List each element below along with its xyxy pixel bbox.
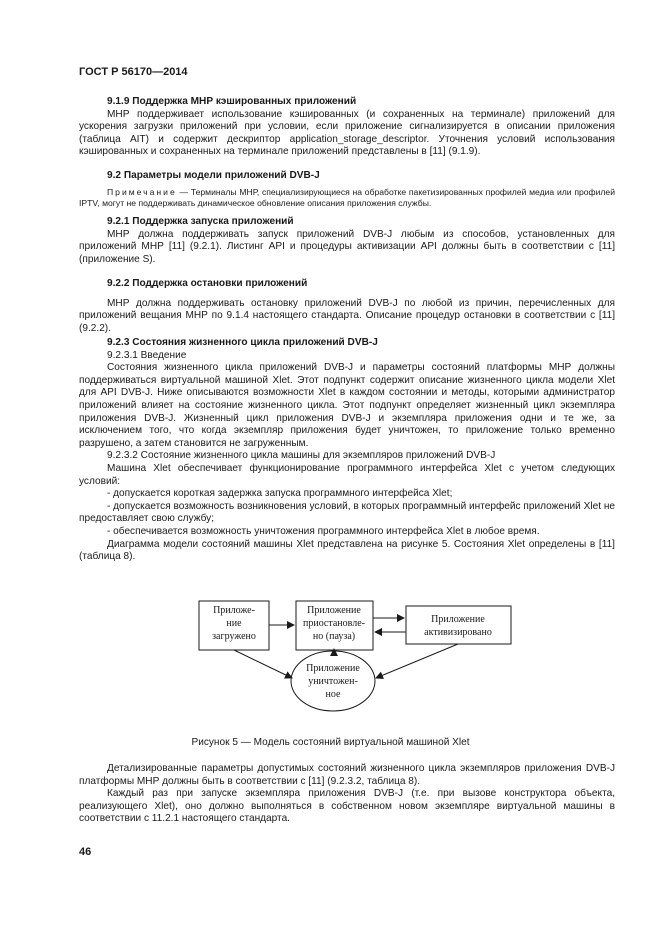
- state-active-label: активизировано: [424, 627, 492, 638]
- list-item: - допускается короткая задержка запуска программного интерфейса Xlet;: [107, 488, 453, 500]
- state-active-label: Приложение: [431, 614, 485, 625]
- subheading-9-2-3-2: 9.2.3.2 Состояние жизненного цикла машины для экземпляров приложений DVB-J: [107, 450, 496, 462]
- paragraph-9-2-2: МНР должна поддерживать остановку приложений DVB-J по любой из причин, перечисленных для приложений вещания МНР по 9.1.4 настоящего стандарта. Описание процедур остановки в соответствии с [11] (9.2.2).: [79, 297, 615, 334]
- state-diagram: [0, 592, 661, 732]
- paragraph-9-1-9: МНР поддерживает использование кэшированных (и сохраненных на терминале) приложений для ускорения загрузки приложений при условии, если приложение сигнализируется в описании приложения (таблица AIT) и содержит дескриптор application_storage_descriptor. Уточнения условий использования кэшированных и сохраненных на терминале приложений представлены в [11] (9.1.9).: [79, 108, 615, 158]
- state-paused-label: приостановле-: [302, 618, 366, 629]
- section-9-2: [79, 170, 615, 209]
- paragraph-9-2-3-1: Состояния жизненного цикла приложений DVB-J и параметры состояний платформы МНР должны поддерживаться виртуальной машиной Xlet. Этот подпункт содержит описание жизненного цикла модели Xlet для API DVB-J. Ниже описываются возможности Xlet в каждом состоянии и методы, которыми администратор приложений влияет на состояние жизненного цикла. Этот подпункт определяет жизненный цикл экземпляра приложения DVB-J. Жизненный цикл приложения DVB-J и экземпляра приложения одни и те же, за исключением того, что когда экземпляр приложения будет уничтожен, то приложение только временно разрушено, а затем становится не загруженным.: [79, 362, 615, 449]
- state-loaded-label: загружено: [212, 631, 256, 642]
- section-9-1-9: [79, 96, 615, 159]
- note-text: — Терминалы МНР, специализирующиеся на обработке пакетизированных профилей медиа или профилей IPTV, могут не поддерживать динамическое обновление описания приложения службы.: [79, 186, 615, 208]
- arrow-loaded-to-destroyed: [234, 650, 292, 678]
- heading-9-1-9: 9.1.9 Поддержка МНР кэшированных приложений: [107, 96, 357, 107]
- state-loaded-label: ние: [226, 618, 242, 629]
- arrow-active-to-destroyed: [376, 644, 458, 678]
- section-9-2-3: [79, 337, 615, 564]
- section-9-2-1: [79, 216, 615, 266]
- paragraph-figure-ref: Диаграмма модели состояний машины Xlet представлена на рисунке 5. Состояния Xlet определены в [11] (таблица 8).: [79, 538, 615, 563]
- note-9-2: [79, 187, 615, 210]
- document-header: ГОСТ Р 56170—2014: [79, 66, 188, 78]
- heading-9-2-3: 9.2.3 Состояния жизненного цикла приложений DVB-J: [107, 337, 378, 348]
- state-paused-label: но (пауза): [312, 631, 356, 642]
- state-paused-label: Приложение: [307, 605, 361, 616]
- paragraph-9-2-1: МНР должна поддерживать запуск приложений DVB-J любым из способов, установленных для приложений МНР [11] (9.2.1). Листинг API и процедуры активизации API должны быть в соответствии с [11] (приложение S).: [79, 228, 615, 265]
- figure-caption: Рисунок 5 — Модель состояний виртуальной машиной Xlet: [191, 737, 470, 748]
- paragraph-detail-params: Детализированные параметры допустимых состояний жизненного цикла экземпляров приложения DVB-J платформы МНР должны быть в соответствии с [11] (9.2.3.2, таблица 8).: [79, 763, 615, 787]
- paragraph-9-2-3-2: Машина Xlet обеспечивает функционирование программного интерфейса Xlet с учетом следующих условий:: [79, 462, 615, 487]
- section-9-2-2: [79, 278, 615, 335]
- subheading-9-2-3-1: 9.2.3.1 Введение: [107, 349, 187, 361]
- list-item: - обеспечивается возможность уничтожения программного интерфейса Xlet в любое время.: [107, 525, 540, 537]
- state-loaded-label: Приложе-: [213, 605, 255, 616]
- heading-9-2-1: 9.2.1 Поддержка запуска приложений: [107, 216, 294, 227]
- section-after-figure: [79, 763, 615, 826]
- page-number: 46: [79, 846, 92, 858]
- note-label: Примечание: [107, 186, 177, 197]
- heading-9-2: 9.2 Параметры модели приложений DVB-J: [107, 170, 320, 181]
- paragraph-instance-launch: Каждый раз при запуске экземпляра приложения DVB-J (т.е. при вызове конструктора объекта, реализующего Xlet), оно должно выполняться в собственном новом экземпляре виртуальной машины в соответствии с 11.2.1 настоящего стандарта.: [79, 788, 615, 825]
- state-destroyed-label: Приложение: [306, 663, 360, 674]
- state-active-box: [406, 606, 511, 644]
- heading-9-2-2: 9.2.2 Поддержка остановки приложений: [107, 278, 308, 289]
- state-destroyed-label: ное: [325, 689, 341, 700]
- state-destroyed-label: уничтожен-: [308, 676, 358, 687]
- list-item: - допускается возможность возникновения условий, в которых программный интерфейс приложений Xlet не предоставляет свою службу;: [79, 500, 616, 525]
